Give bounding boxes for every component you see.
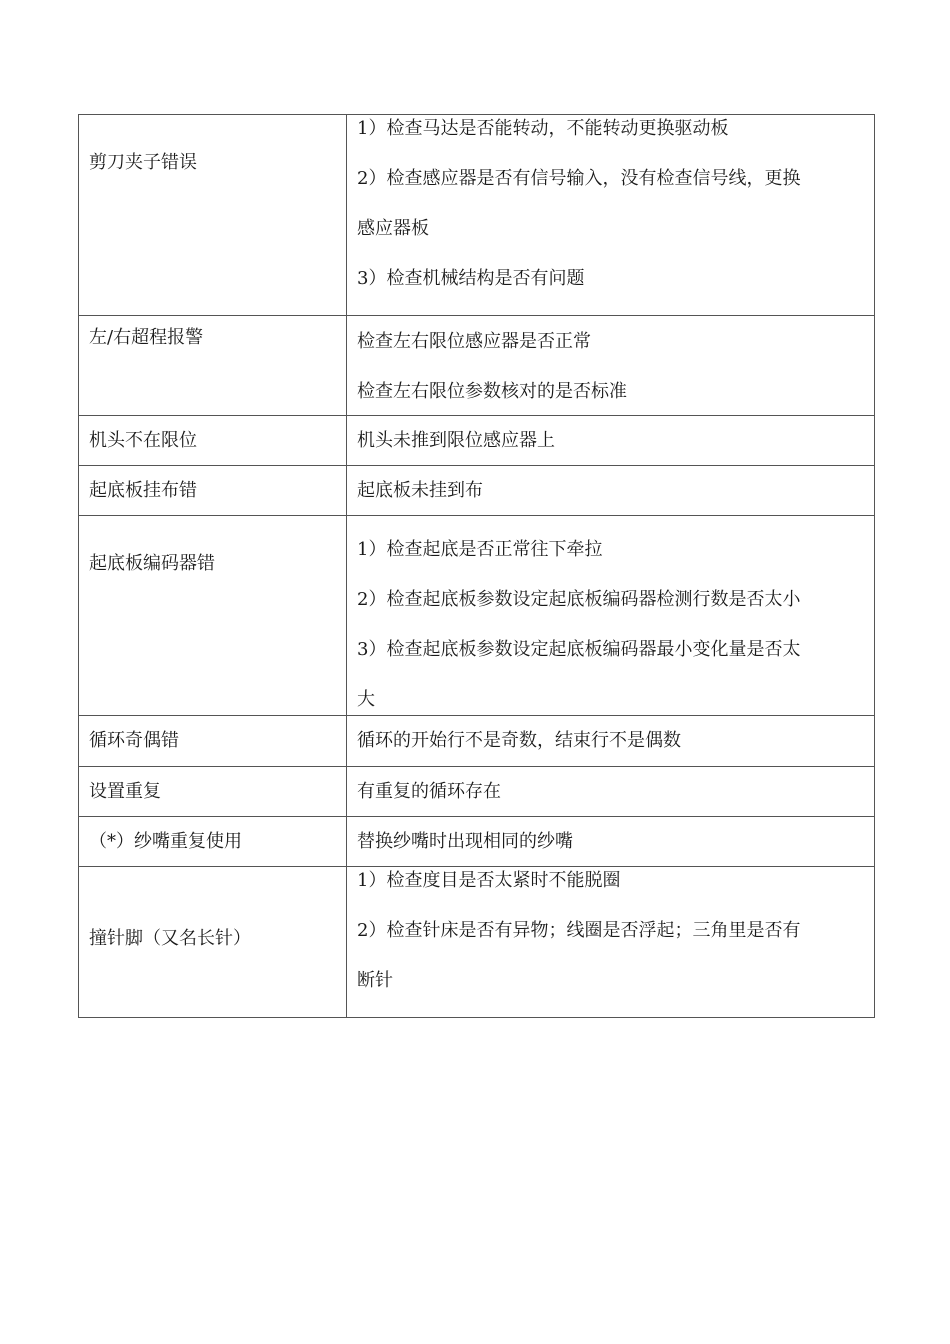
fix-cell — [347, 817, 875, 867]
table-row — [79, 466, 875, 516]
fault-name: 机头不在限位 — [89, 430, 197, 451]
fault-name: 左/右超程报警 — [89, 327, 204, 348]
fault-name-cell — [79, 716, 347, 767]
fix-cell — [347, 867, 875, 1018]
fix-line: 1）检查起底是否正常往下牵拉 — [357, 539, 603, 560]
fix-line: 循环的开始行不是奇数，结束行不是偶数 — [357, 730, 681, 751]
fix-line: 有重复的循环存在 — [357, 781, 501, 802]
fault-name: 起底板挂布错 — [89, 480, 197, 501]
fault-name: 剪刀夹子错误 — [89, 152, 197, 173]
fix-cell — [347, 115, 875, 316]
table-row — [79, 115, 875, 316]
table-row — [79, 767, 875, 817]
fault-name: 循环奇偶错 — [89, 730, 179, 751]
table-row — [79, 867, 875, 1018]
fix-line: 3）检查起底板参数设定起底板编码器最小变化量是否太 — [357, 639, 801, 660]
fix-line: 2）检查起底板参数设定起底板编码器检测行数是否太小 — [357, 589, 801, 610]
fault-name-cell — [79, 817, 347, 867]
table-row — [79, 516, 875, 716]
fault-name-cell — [79, 316, 347, 416]
table-row — [79, 817, 875, 867]
fault-name-cell — [79, 466, 347, 516]
fix-line: 1）检查度目是否太紧时不能脱圈 — [357, 870, 621, 891]
fix-cell — [347, 716, 875, 767]
fault-name: 撞针脚（又名长针） — [89, 928, 251, 949]
fix-line: 大 — [357, 689, 375, 710]
fix-line: 感应器板 — [357, 218, 429, 239]
fix-line: 机头未推到限位感应器上 — [357, 430, 555, 451]
fix-line: 替换纱嘴时出现相同的纱嘴 — [357, 831, 573, 852]
fix-line: 起底板未挂到布 — [357, 480, 483, 501]
fault-name: （*）纱嘴重复使用 — [89, 831, 242, 852]
fix-cell — [347, 767, 875, 817]
fault-name: 起底板编码器错 — [89, 553, 215, 574]
fault-name-cell — [79, 767, 347, 817]
fault-name-cell — [79, 516, 347, 716]
fault-name-cell — [79, 115, 347, 316]
fix-line: 断针 — [357, 970, 393, 991]
fix-cell — [347, 316, 875, 416]
fix-line: 1）检查马达是否能转动，不能转动更换驱动板 — [357, 118, 729, 139]
fix-cell — [347, 416, 875, 466]
table-row — [79, 416, 875, 466]
fix-line: 2）检查感应器是否有信号输入，没有检查信号线，更换 — [357, 168, 801, 189]
fault-name-cell — [79, 867, 347, 1018]
fix-cell — [347, 466, 875, 516]
fix-cell — [347, 516, 875, 716]
fix-line: 检查左右限位参数核对的是否标准 — [357, 381, 627, 402]
fault-table — [78, 114, 875, 1018]
fix-line: 2）检查针床是否有异物；线圈是否浮起；三角里是否有 — [357, 920, 801, 941]
fault-name-cell — [79, 416, 347, 466]
fix-line: 检查左右限位感应器是否正常 — [357, 331, 591, 352]
table-row — [79, 716, 875, 767]
table-row — [79, 316, 875, 416]
fix-line: 3）检查机械结构是否有问题 — [357, 268, 585, 289]
fault-name: 设置重复 — [89, 781, 161, 802]
